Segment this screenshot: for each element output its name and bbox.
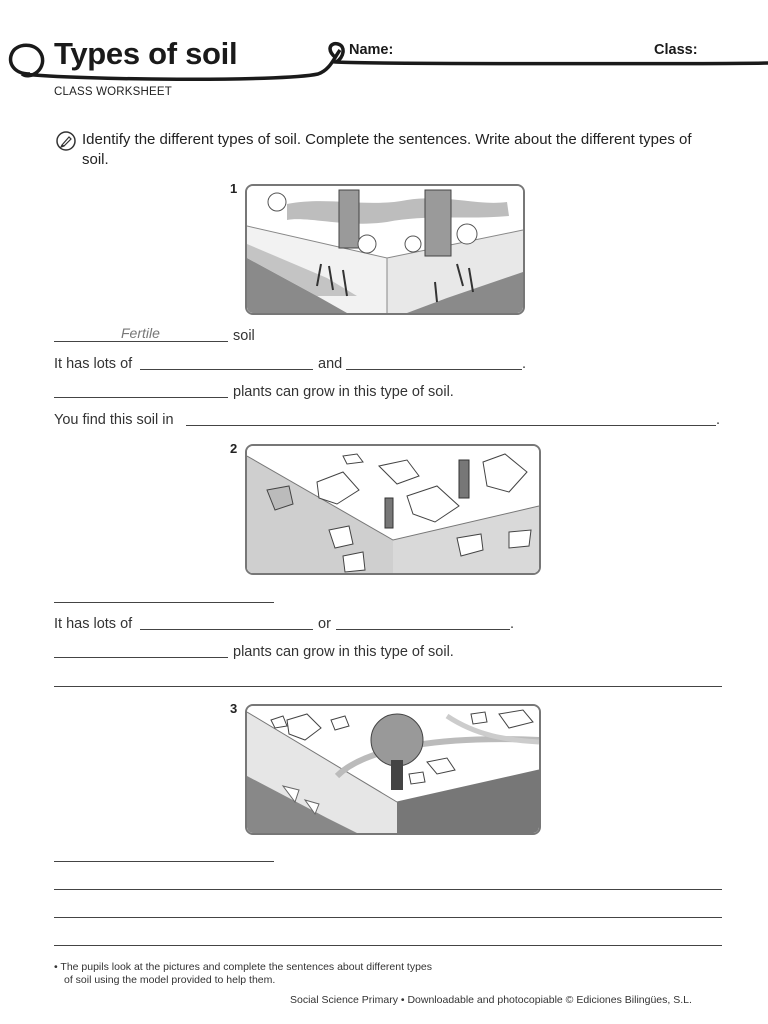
answer-line-1b[interactable] bbox=[140, 369, 313, 370]
or-word: or bbox=[318, 616, 331, 632]
answer-line-2e[interactable] bbox=[54, 686, 722, 687]
pencil-circle-icon bbox=[56, 131, 76, 151]
answer-line-1d[interactable] bbox=[54, 397, 228, 398]
answer-line-2a[interactable] bbox=[54, 602, 274, 603]
find-in-text: You find this soil in bbox=[54, 412, 174, 428]
answer-line-2c[interactable] bbox=[336, 629, 510, 630]
instruction-text: Identify the different types of soil. Complete the sentences. Write about the different types of soil. bbox=[82, 131, 692, 168]
soil-word: soil bbox=[233, 328, 255, 344]
sandy-soil-picture bbox=[245, 444, 541, 575]
answer-line-3c[interactable] bbox=[54, 917, 722, 918]
page-title: Types of soil bbox=[54, 36, 238, 71]
answer-line-1c[interactable] bbox=[346, 369, 522, 370]
picture-number-2: 2 bbox=[230, 441, 238, 456]
period-3: . bbox=[510, 616, 515, 632]
example-answer: Fertile bbox=[121, 325, 160, 341]
picture-number-3: 3 bbox=[230, 701, 238, 716]
period-2: . bbox=[716, 412, 721, 428]
answer-line-3b[interactable] bbox=[54, 889, 722, 890]
teacher-note-line-2: of soil using the model provided to help them. bbox=[64, 974, 276, 986]
footer-credit: Social Science Primary • Downloadable and photocopiable © Ediciones Bilingües, S.L. bbox=[290, 994, 692, 1006]
worksheet-subtitle: CLASS WORKSHEET bbox=[54, 86, 173, 98]
class-label: Class: bbox=[654, 42, 698, 58]
clay-soil-picture bbox=[245, 704, 541, 835]
picture-number-1: 1 bbox=[230, 181, 238, 196]
lots-of-text-2: It has lots of bbox=[54, 616, 133, 632]
teacher-note-line-1: • The pupils look at the pictures and complete the sentences about different types bbox=[54, 961, 433, 973]
and-word: and bbox=[318, 356, 343, 372]
answer-line-2d[interactable] bbox=[54, 657, 228, 658]
answer-line-3a[interactable] bbox=[54, 861, 274, 862]
plants-text-1: plants can grow in this type of soil. bbox=[233, 384, 454, 400]
answer-line-1e[interactable] bbox=[186, 425, 716, 426]
fertile-soil-picture bbox=[245, 184, 525, 315]
name-label: Name: bbox=[349, 42, 394, 58]
answer-line-2b[interactable] bbox=[140, 629, 313, 630]
answer-line-3d[interactable] bbox=[54, 945, 722, 946]
answer-line-1a[interactable] bbox=[54, 341, 228, 342]
period-1: . bbox=[522, 356, 527, 372]
plants-text-2: plants can grow in this type of soil. bbox=[233, 644, 454, 660]
lots-of-text-1: It has lots of bbox=[54, 356, 133, 372]
